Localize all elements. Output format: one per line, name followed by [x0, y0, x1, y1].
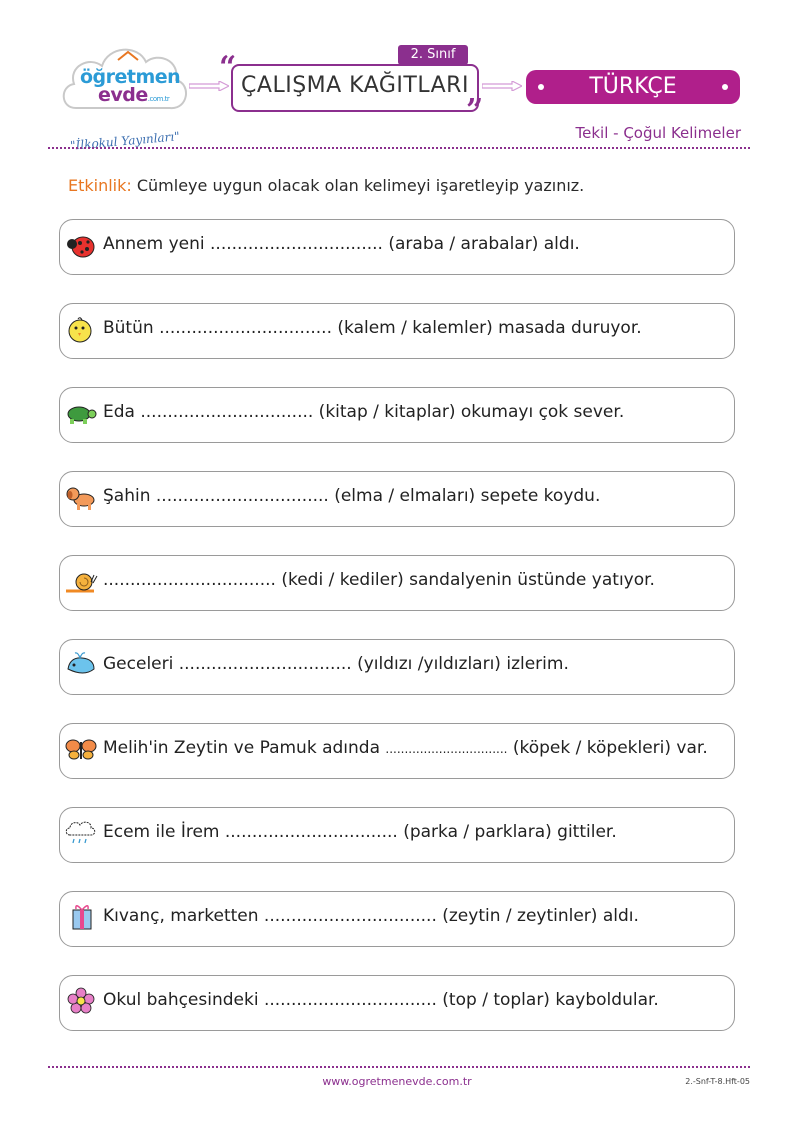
answer-blank[interactable]: ................................ [159, 318, 332, 338]
instruction-text: Cümleye uygun olacak olan kelimeyi işaretleyip yazınız. [131, 176, 585, 195]
header-divider [48, 147, 750, 149]
logo-tagline: "İlkokul Yayınları" [69, 129, 181, 153]
instruction [68, 176, 584, 195]
answer-blank[interactable]: ................................ [178, 654, 352, 674]
sentence: Bütün ................................ (kalem / kalemler) masada duruyor. [103, 318, 642, 338]
sentence: Annem yeni ................................ (araba / arabalar) aldı. [103, 234, 580, 254]
worksheet-title: ÇALIŞMA KAĞITLARI [241, 73, 469, 98]
arrow-right-icon [482, 81, 522, 91]
butterfly-icon [64, 735, 98, 765]
dot-icon [722, 84, 728, 90]
footer-divider [48, 1066, 750, 1068]
answer-blank[interactable]: ................................ [263, 906, 437, 926]
sentence: Geceleri ................................ (yıldızı /yıldızları) izlerim. [103, 654, 569, 674]
whale-icon [64, 649, 98, 679]
answer-blank[interactable]: ................................ [155, 486, 329, 506]
sentence: Şahin ................................ (elma / elmaları) sepete koydu. [103, 486, 601, 506]
close-quote-mark: ” [466, 93, 484, 128]
sentence: Melih'in Zeytin ve Pamuk adında ................................ (köpek / köpekleri) var. [103, 738, 708, 758]
ladybug-icon [64, 231, 98, 261]
answer-blank[interactable]: ................................ [140, 402, 314, 422]
open-quote-mark: “ [219, 50, 237, 85]
subject-badge: TÜRKÇE [526, 70, 740, 104]
flower-icon [64, 985, 98, 1015]
answer-blank[interactable]: ................................ [210, 234, 383, 254]
snail-icon [64, 567, 98, 597]
dot-icon [538, 84, 544, 90]
cloud-icon [64, 817, 98, 847]
turtle-icon [64, 399, 98, 429]
dog-icon [64, 483, 98, 513]
logo-word-evde: evde.com.tr [98, 84, 170, 106]
answer-blank[interactable]: ................................ [385, 742, 508, 756]
topic-label: Tekil - Çoğul Kelimeler [575, 124, 741, 142]
gift-icon [64, 901, 98, 931]
publisher-logo [58, 38, 190, 153]
activity-label: Etkinlik: [68, 176, 132, 195]
sentence: ................................ (kedi / kediler) sandalyenin üstünde yatıyor. [103, 570, 655, 590]
answer-blank[interactable]: ................................ [224, 822, 398, 842]
sentence: Kıvanç, marketten ................................ (zeytin / zeytinler) aldı. [103, 906, 639, 926]
answer-blank[interactable]: ................................ [103, 570, 276, 590]
sentence: Ecem ile İrem ................................ (parka / parklara) gittiler. [103, 822, 617, 842]
document-code: 2.-Snf-T-8.Hft-05 [685, 1077, 750, 1086]
sentence: Okul bahçesindeki ................................ (top / toplar) kayboldular. [103, 990, 659, 1010]
sentence: Eda ................................ (kitap / kitaplar) okumayı çok sever. [103, 402, 625, 422]
answer-blank[interactable]: ................................ [263, 990, 437, 1010]
chick-icon [64, 315, 98, 345]
grade-badge: 2. Sınıf [398, 45, 468, 65]
website-link[interactable]: www.ogretmenevde.com.tr [322, 1075, 472, 1088]
logo-word-ogretmen: öğretmen [80, 66, 181, 88]
